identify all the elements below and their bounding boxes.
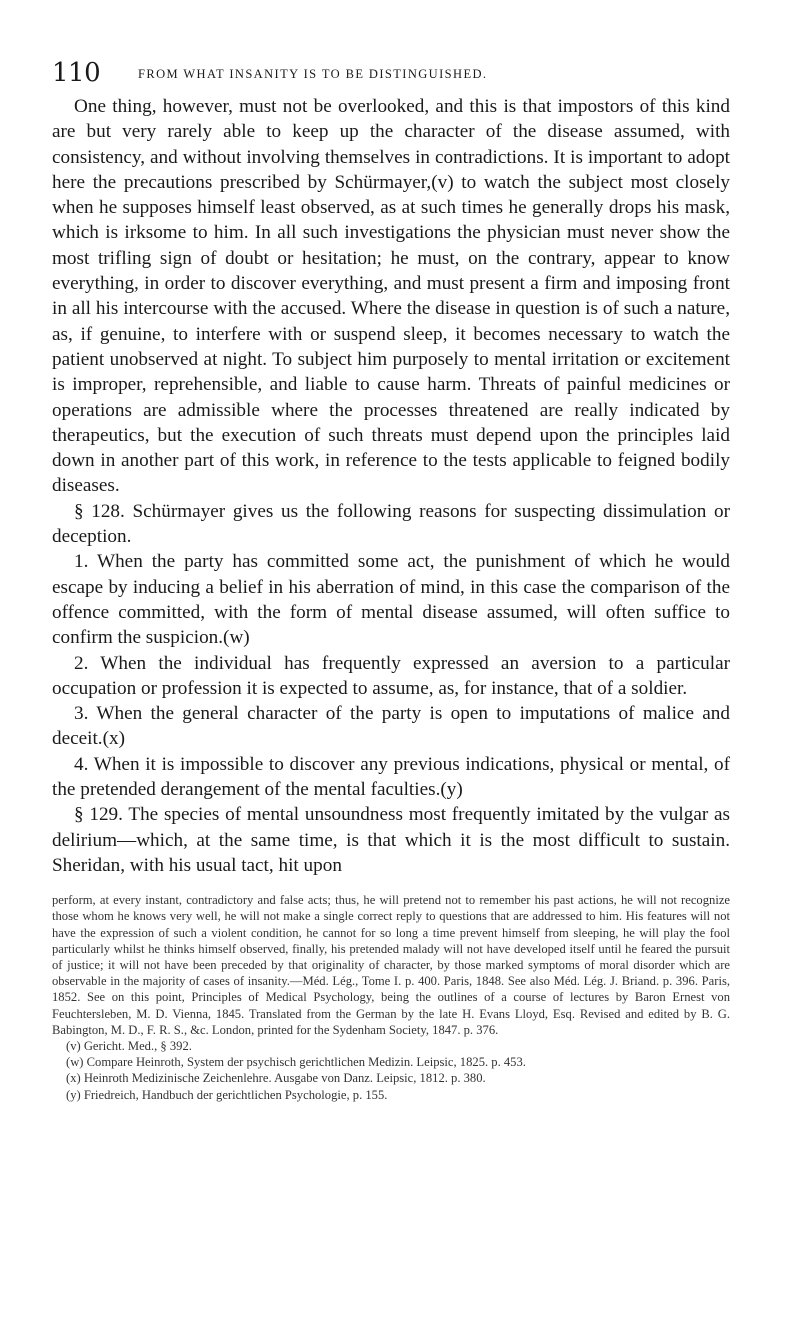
paragraph: 2. When the individual has frequently expressed an aversion to a particular occupation or profession it is expected to assume, as, for instance, that of a soldier. <box>52 652 730 699</box>
main-text <box>52 94 730 878</box>
footnote: (y) Friedreich, Handbuch der gerichtlichen Psychologie, p. 155. <box>66 1087 388 1102</box>
footnote: (v) Gericht. Med., § 392. <box>66 1039 192 1054</box>
paragraph: § 128. Schürmayer gives us the following reasons for suspecting dissimulation or deception. <box>52 500 730 548</box>
paragraph: One thing, however, must not be overlooked, and this is that impostors of this kind are but very rarely able to keep up the character of the disease assumed, with consistency, and without involving themselves in contradictions. It is important to adopt here the precautions prescribed by Schürmayer,(v) to watch the subject most closely when he supposes himself least observed, as at such times he generally drops his mask, which is irksome to him. In all such investigations the physician must never show the most trifling sign of doubt or hesitation; he must, on the contrary, appear to know everything, in order to discover everything, and must present a firm and imposing front in all his intercourse with the accused. Where the disease in question is of such a nature, as, if genuine, to interfere with or suspend sleep, it becomes necessary to watch the patient unobserved at night. To subject him purposely to mental irritation or excitement is improper, reprehensible, and liable to cause harm. Threats of painful medicines or operations are admissible where the processes threatened are really indicated by therapeutics, but the execution of such threats must depend upon the principles laid down in another part of this work, in reference to the tests applicable to feigned bodily diseases. <box>52 96 730 497</box>
running-title: FROM WHAT INSANITY IS TO BE DISTINGUISHED. <box>138 67 488 81</box>
paragraph: § 129. The species of mental unsoundness most frequently imitated by the vulgar as delirium—which, at the same time, is that which it is the most difficult to sustain. Sheridan, with his usual tact, hit upon <box>52 804 730 876</box>
page-header <box>52 58 730 94</box>
footnotes <box>52 892 730 1103</box>
footnote: (w) Compare Heinroth, System der psychisch gerichtlichen Medizin. Leipsic, 1825. p. 453. <box>66 1055 526 1070</box>
paragraph: 1. When the party has committed some act, the punishment of which he would escape by inducing a belief in his aberration of mind, in this case the comparison of the offence committed, with the form of mental disease assumed, will often suffice to confirm the suspicion.(w) <box>52 551 730 649</box>
paragraph: 3. When the general character of the party is open to imputations of malice and deceit.(x) <box>52 703 730 750</box>
footnote: perform, at every instant, contradictory and false acts; thus, he will pretend not to remember his past actions, he will not recognize those whom he knows very well, he will not make a single correct reply to questions that are addressed to him. His features will not have the expression of such a violent condition, he cannot for so long a time prevent himself from sleeping, he will play the fool particularly whilst he thinks himself observed, finally, his pretended malady will not have developed itself until he feared the pursuit of justice; it will not have been preceded by that originality of character, by those marked symptoms of moral disorder which are observable in the majority of cases of insanity.—Méd. Lég., Tome I. p. 400. Paris, 1848. See also Méd. Lég. J. Briand. p. 396. Paris, 1852. See on this point, Principles of Medical Psychology, being the outlines of a course of lectures by Baron Ernest von Feuchtersleben, M. D. Vienna, 1845. Translated from the German by the late H. Evans Lloyd, Esq. Revised and edited by B. G. Babington, M. D., F. R. S., &c. London, printed for the Sydenham Society, 1847. p. 376. <box>52 893 730 1037</box>
page-number: 110 <box>52 58 101 88</box>
footnote: (x) Heinroth Medizinische Zeichenlehre. Ausgabe von Danz. Leipsic, 1812. p. 380. <box>66 1071 486 1086</box>
paragraph: 4. When it is impossible to discover any previous indications, physical or mental, of the pretended derangement of the mental faculties.(y) <box>52 753 730 801</box>
